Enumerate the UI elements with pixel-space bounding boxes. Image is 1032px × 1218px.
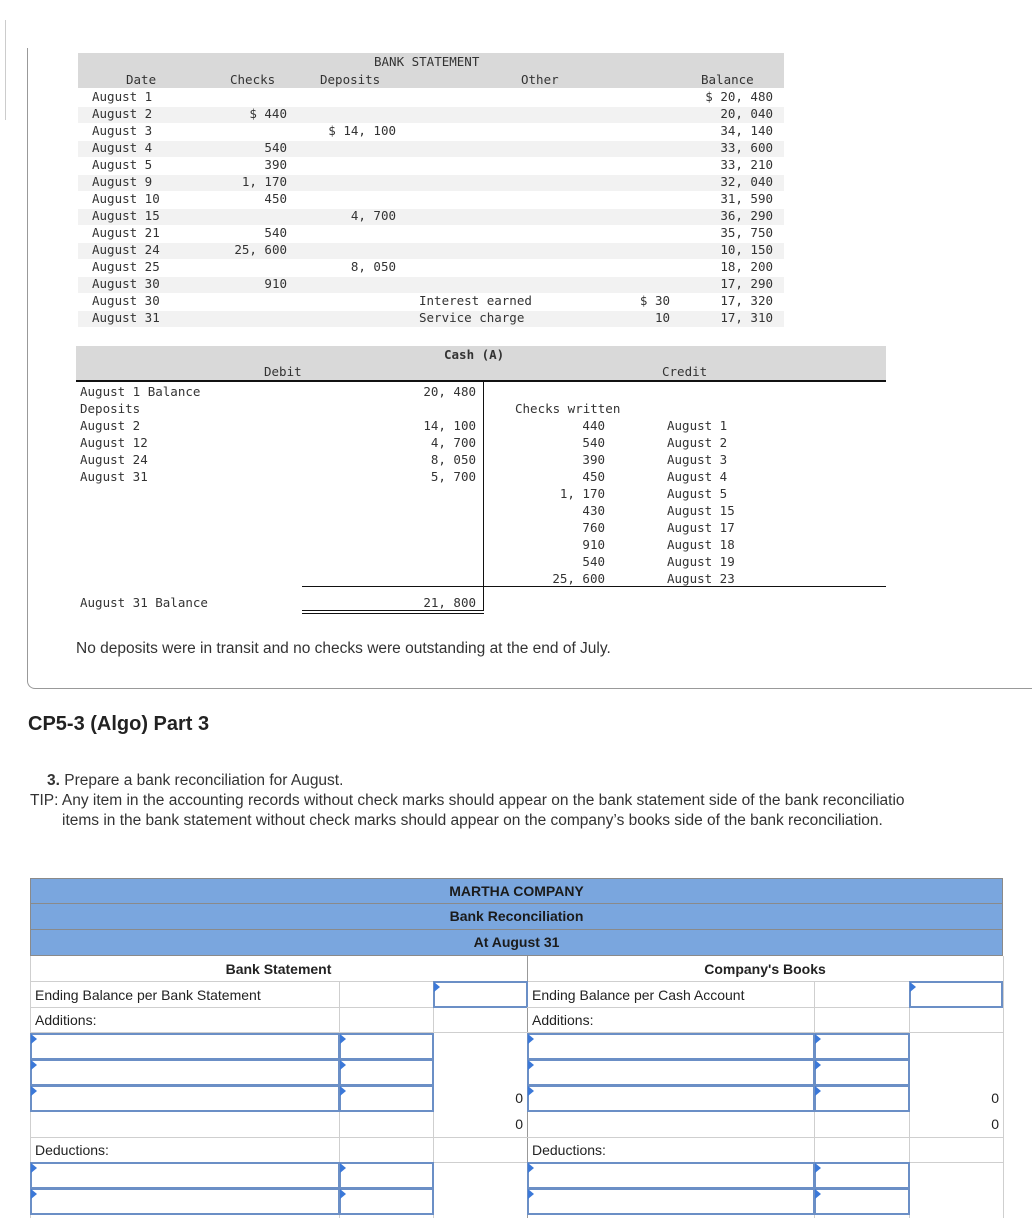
books-addition-description-input[interactable] <box>527 1085 815 1112</box>
statement-balance: 33, 600 <box>720 140 773 155</box>
statement-check-amount: 540 <box>264 225 287 240</box>
recon-row <box>527 1008 1003 1033</box>
statement-balance: 17, 290 <box>720 276 773 291</box>
recon-row <box>30 1008 527 1033</box>
statement-balance: 20, 040 <box>720 106 773 121</box>
bank-deduction-description-input[interactable] <box>30 1162 340 1189</box>
deposits-label: Deposits <box>80 401 141 416</box>
statement-balance: 31, 590 <box>720 191 773 206</box>
bank-total-value: 0 <box>515 1116 523 1132</box>
books-deductions-label: Deductions: <box>532 1142 606 1158</box>
books-total-value: 0 <box>991 1090 999 1106</box>
books-deduction-amount-input[interactable] <box>814 1188 910 1215</box>
statement-balance: 34, 140 <box>720 123 773 138</box>
statement-check-amount: 450 <box>264 191 287 206</box>
bank-total-value: 0 <box>515 1090 523 1106</box>
check-amount: 1, 170 <box>559 486 605 501</box>
statement-balance: 17, 320 <box>720 293 773 308</box>
bank-addition-amount-input[interactable] <box>339 1033 434 1060</box>
closing-balance-label: August 31 Balance <box>80 595 208 610</box>
statement-other-label: Interest earned <box>419 293 532 308</box>
statement-date: August 1 <box>92 89 153 104</box>
check-amount: 760 <box>582 520 605 535</box>
check-date: August 5 <box>667 486 728 501</box>
books-ending-label: Ending Balance per Cash Account <box>532 987 745 1003</box>
statement-date: August 5 <box>92 157 153 172</box>
bank-addition-amount-input[interactable] <box>339 1059 434 1086</box>
books-deduction-description-input[interactable] <box>527 1188 815 1215</box>
check-amount: 540 <box>582 435 605 450</box>
note-text: No deposits were in transit and no checks were outstanding at the end of July. <box>76 640 611 657</box>
statement-other-amount: $ 30 <box>639 293 670 308</box>
check-date: August 4 <box>667 469 728 484</box>
instruction-line <box>47 772 343 790</box>
bank-addition-description-input[interactable] <box>30 1033 340 1060</box>
statement-date: August 15 <box>92 208 160 223</box>
check-date: August 19 <box>667 554 735 569</box>
statement-balance: 35, 750 <box>720 225 773 240</box>
statement-deposit-amount: 8, 050 <box>350 259 396 274</box>
books-addition-description-input[interactable] <box>527 1059 815 1086</box>
check-amount: 450 <box>582 469 605 484</box>
col-header-balance: Balance <box>701 72 754 87</box>
bank-additions-label: Additions: <box>35 1012 97 1028</box>
books-additions-label: Additions: <box>532 1012 594 1028</box>
books-addition-description-input[interactable] <box>527 1033 815 1060</box>
opening-balance-amount: 20, 480 <box>423 384 476 399</box>
check-date: August 17 <box>667 520 735 535</box>
col-header-deposits: Deposits <box>320 72 381 87</box>
books-deduction-description-input[interactable] <box>527 1162 815 1189</box>
bank-ending-balance-input[interactable] <box>433 981 528 1008</box>
books-addition-amount-input[interactable] <box>814 1059 910 1086</box>
statement-check-amount: 25, 600 <box>234 242 287 257</box>
bank-deduction-amount-input[interactable] <box>339 1162 434 1189</box>
statement-date: August 10 <box>92 191 160 206</box>
col-header-date: Date <box>126 72 157 87</box>
statement-date: August 25 <box>92 259 160 274</box>
deposit-date: August 24 <box>80 452 148 467</box>
opening-balance-label: August 1 Balance <box>80 384 201 399</box>
statement-balance: 36, 290 <box>720 208 773 223</box>
recon-company: MARTHA COMPANY <box>30 878 1003 904</box>
statement-other-amount: 10 <box>654 310 670 325</box>
debit-label: Debit <box>264 364 302 379</box>
statement-balance: 10, 150 <box>720 242 773 257</box>
statement-deposit-amount: $ 14, 100 <box>328 123 396 138</box>
statement-balance: $ 20, 480 <box>705 89 773 104</box>
statement-check-amount: $ 440 <box>249 106 287 121</box>
closing-balance-amount: 21, 800 <box>423 595 476 610</box>
credit-label: Credit <box>662 364 708 379</box>
col-header-checks: Checks <box>230 72 276 87</box>
books-deduction-amount-input[interactable] <box>814 1162 910 1189</box>
statement-date: August 21 <box>92 225 160 240</box>
deposit-date: August 31 <box>80 469 148 484</box>
books-addition-amount-input[interactable] <box>814 1033 910 1060</box>
deposit-amount: 5, 700 <box>430 469 476 484</box>
books-addition-amount-input[interactable] <box>814 1085 910 1112</box>
tip-line-2: items in the bank statement without check marks should appear on the company’s books side of the bank reconciliation. <box>62 812 883 829</box>
check-amount: 430 <box>582 503 605 518</box>
bank-deductions-label: Deductions: <box>35 1142 109 1158</box>
bank-deduction-amount-input[interactable] <box>339 1188 434 1215</box>
statement-date: August 9 <box>92 174 153 189</box>
deposit-date: August 2 <box>80 418 141 433</box>
statement-deposit-amount: 4, 700 <box>350 208 396 223</box>
check-amount: 910 <box>582 537 605 552</box>
statement-date: August 4 <box>92 140 153 155</box>
check-date: August 1 <box>667 418 728 433</box>
bank-statement-header: Bank Statement <box>30 956 527 982</box>
deposit-amount: 14, 100 <box>423 418 476 433</box>
deposit-amount: 8, 050 <box>430 452 476 467</box>
check-date: August 15 <box>667 503 735 518</box>
tip-line-1: TIP: Any item in the accounting records without check marks should appear on the bank statement side of the bank reconciliatio <box>30 792 905 809</box>
deposit-amount: 4, 700 <box>430 435 476 450</box>
recon-date: At August 31 <box>30 930 1003 956</box>
statement-check-amount: 910 <box>264 276 287 291</box>
col-header-other: Other <box>521 72 559 87</box>
company-books-header: Company's Books <box>527 956 1003 982</box>
statement-date: August 24 <box>92 242 160 257</box>
bank-deduction-description-input[interactable] <box>30 1188 340 1215</box>
bank-addition-amount-input[interactable] <box>339 1085 434 1112</box>
part-title: CP5-3 (Algo) Part 3 <box>28 713 210 735</box>
check-date: August 2 <box>667 435 728 450</box>
bank-statement-title: BANK STATEMENT <box>374 54 480 69</box>
bank-addition-description-input[interactable] <box>30 1059 340 1086</box>
statement-balance: 33, 210 <box>720 157 773 172</box>
bank-addition-description-input[interactable] <box>30 1085 340 1112</box>
checks-written-label: Checks written <box>515 401 621 416</box>
check-amount: 440 <box>582 418 605 433</box>
check-date: August 3 <box>667 452 728 467</box>
statement-other-label: Service charge <box>419 310 525 325</box>
statement-balance: 32, 040 <box>720 174 773 189</box>
check-amount: 25, 600 <box>552 571 605 586</box>
deposit-date: August 12 <box>80 435 148 450</box>
check-amount: 540 <box>582 554 605 569</box>
instruction-text: Prepare a bank reconciliation for August. <box>64 772 344 789</box>
statement-balance: 18, 200 <box>720 259 773 274</box>
cash-account-title: Cash (A) <box>444 347 505 362</box>
statement-date: August 30 <box>92 276 160 291</box>
books-total-value: 0 <box>991 1116 999 1132</box>
statement-date: August 31 <box>92 310 160 325</box>
check-amount: 390 <box>582 452 605 467</box>
check-date: August 23 <box>667 571 735 586</box>
statement-balance: 17, 310 <box>720 310 773 325</box>
check-date: August 18 <box>667 537 735 552</box>
bank-ending-label: Ending Balance per Bank Statement <box>35 987 261 1003</box>
statement-check-amount: 390 <box>264 157 287 172</box>
statement-date: August 30 <box>92 293 160 308</box>
statement-date: August 3 <box>92 123 153 138</box>
books-ending-balance-input[interactable] <box>909 981 1003 1008</box>
instruction-number: 3. <box>47 772 60 789</box>
statement-check-amount: 1, 170 <box>241 174 287 189</box>
recon-title: Bank Reconciliation <box>30 904 1003 930</box>
statement-check-amount: 540 <box>264 140 287 155</box>
statement-date: August 2 <box>92 106 153 121</box>
